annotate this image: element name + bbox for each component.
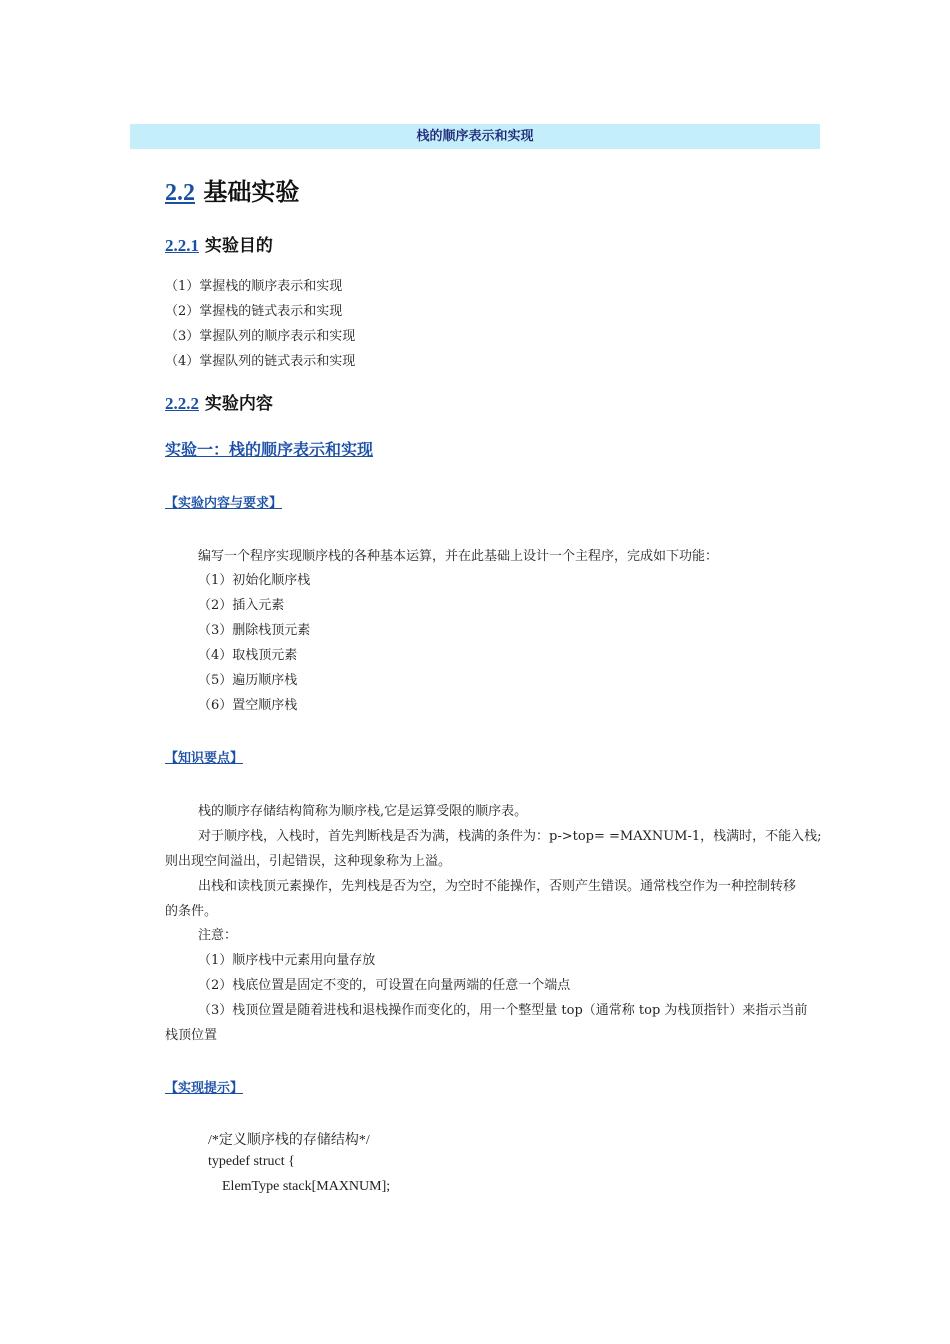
requirement-item: （5）遍历顺序栈 xyxy=(198,673,298,688)
requirement-item: （1）初始化顺序栈 xyxy=(198,573,311,588)
subsection-number-link-1[interactable]: 2.2.1 xyxy=(165,236,199,255)
section-number-link[interactable]: 2.2 xyxy=(165,180,195,206)
objective-item: （3）掌握队列的顺序表示和实现 xyxy=(165,329,356,344)
subsection-number-link-2[interactable]: 2.2.2 xyxy=(165,394,199,413)
knowledge-line: （1）顺序栈中元素用向量存放 xyxy=(198,953,376,968)
knowledge-line: 栈顶位置 xyxy=(165,1028,218,1043)
objective-item: （2）掌握栈的链式表示和实现 xyxy=(165,304,343,319)
requirement-item: （6）置空顺序栈 xyxy=(198,698,298,713)
requirements-intro: 编写一个程序实现顺序栈的各种基本运算，并在此基础上设计一个主程序，完成如下功能： xyxy=(198,549,719,564)
page-header: 栈的顺序表示和实现 xyxy=(130,124,820,149)
knowledge-line: （2）栈底位置是固定不变的，可设置在向量两端的任意一个端点 xyxy=(198,978,571,993)
objective-item: （1）掌握栈的顺序表示和实现 xyxy=(165,279,343,294)
section-title: 基础实验 xyxy=(203,178,300,206)
section-heading xyxy=(165,172,299,207)
hint-tag-link[interactable]: 【实现提示】 xyxy=(165,1081,244,1096)
requirement-item: （3）删除栈顶元素 xyxy=(198,623,311,638)
knowledge-line: 注意： xyxy=(198,928,238,943)
knowledge-tag-link[interactable]: 【知识要点】 xyxy=(165,751,244,766)
subsection-title-1: 实验目的 xyxy=(204,236,273,256)
knowledge-line: 栈的顺序存储结构简称为顺序栈,它是运算受限的顺序表。 xyxy=(198,804,528,819)
knowledge-line: 出栈和读栈顶元素操作，先判栈是否为空，为空时不能操作，否则产生错误。通常栈空作为一种控制转移 xyxy=(198,879,797,894)
subsection-heading-2 xyxy=(165,389,273,414)
requirement-item: （2）插入元素 xyxy=(198,598,285,613)
subsection-heading-1 xyxy=(165,231,273,256)
experiment-title-link[interactable]: 实验一：栈的顺序表示和实现 xyxy=(165,440,374,459)
code-line: /*定义顺序栈的存储结构*/ xyxy=(208,1133,370,1148)
knowledge-line: 对于顺序栈，入栈时，首先判断栈是否为满，栈满的条件为：p->top= =MAXNUM-1，栈满时，不能入栈; xyxy=(198,829,822,844)
objective-item: （4）掌握队列的链式表示和实现 xyxy=(165,354,356,369)
subsection-title-2: 实验内容 xyxy=(204,394,273,414)
knowledge-line: 则出现空间溢出，引起错误，这种现象称为上溢。 xyxy=(165,854,452,869)
requirements-tag-link[interactable]: 【实验内容与要求】 xyxy=(165,496,283,511)
knowledge-line: 的条件。 xyxy=(165,904,218,919)
requirement-item: （4）取栈顶元素 xyxy=(198,648,298,663)
knowledge-line: （3）栈顶位置是随着进栈和退栈操作而变化的，用一个整型量 top（通常称 top 为栈顶指针）来指示当前 xyxy=(198,1003,808,1018)
code-line: ElemType stack[MAXNUM]; xyxy=(222,1179,391,1194)
code-line: typedef struct { xyxy=(208,1154,295,1169)
